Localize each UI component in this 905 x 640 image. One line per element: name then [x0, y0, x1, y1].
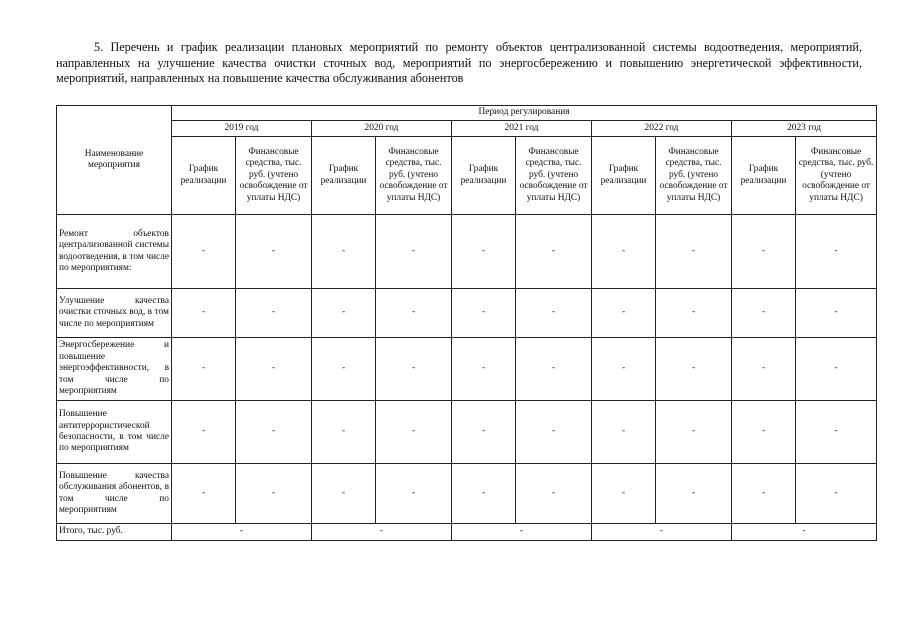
table-row — [57, 289, 877, 338]
total-value: - — [452, 524, 592, 541]
activity-name: Энергосбережение и повышение энергоэффективности, в том числе по мероприятиям — [57, 338, 172, 401]
schedule-cell: - — [312, 215, 376, 289]
total-value: - — [312, 524, 452, 541]
table-row — [57, 401, 877, 464]
table-row — [57, 338, 877, 401]
schedule-cell: - — [312, 464, 376, 524]
finance-subheader: Финансовые средства, тыс. руб. (учтено освобождение от уплаты НДС) — [236, 137, 312, 215]
finance-cell: - — [516, 401, 592, 464]
year-header: 2020 год — [312, 121, 452, 137]
finance-cell: - — [516, 464, 592, 524]
finance-cell: - — [656, 338, 732, 401]
total-value: - — [172, 524, 312, 541]
finance-cell: - — [656, 289, 732, 338]
finance-cell: - — [656, 401, 732, 464]
year-header: 2019 год — [172, 121, 312, 137]
schedule-subheader: График реализации — [172, 137, 236, 215]
schedule-subheader: График реализации — [312, 137, 376, 215]
finance-cell: - — [236, 338, 312, 401]
finance-cell: - — [236, 289, 312, 338]
schedule-cell: - — [452, 215, 516, 289]
schedule-subheader: График реализации — [452, 137, 516, 215]
total-value: - — [732, 524, 877, 541]
schedule-cell: - — [732, 464, 796, 524]
schedule-cell: - — [452, 338, 516, 401]
name-column-header: Наименование мероприятия — [57, 106, 172, 215]
schedule-cell: - — [312, 338, 376, 401]
schedule-subheader: График реализации — [732, 137, 796, 215]
finance-subheader: Финансовые средства, тыс. руб. (учтено освобождение от уплаты НДС) — [516, 137, 592, 215]
schedule-cell: - — [172, 338, 236, 401]
activity-name: Улучшение качества очистки сточных вод, в том числе по мероприятиям — [57, 289, 172, 338]
finance-cell: - — [796, 338, 877, 401]
table-row — [57, 215, 877, 289]
schedule-cell: - — [592, 215, 656, 289]
finance-cell: - — [376, 338, 452, 401]
finance-cell: - — [236, 215, 312, 289]
period-header: Период регулирования — [172, 106, 877, 121]
finance-cell: - — [796, 289, 877, 338]
schedule-cell: - — [312, 401, 376, 464]
year-header: 2022 год — [592, 121, 732, 137]
finance-cell: - — [516, 289, 592, 338]
schedule-cell: - — [452, 401, 516, 464]
finance-subheader: Финансовые средства, тыс. руб. (учтено освобождение от уплаты НДС) — [656, 137, 732, 215]
schedule-cell: - — [172, 289, 236, 338]
schedule-cell: - — [592, 338, 656, 401]
total-value: - — [592, 524, 732, 541]
finance-cell: - — [516, 215, 592, 289]
plan-table-body — [57, 106, 877, 541]
schedule-cell: - — [172, 464, 236, 524]
schedule-subheader: График реализации — [592, 137, 656, 215]
total-row — [57, 524, 877, 541]
section-heading: 5. Перечень и график реализации плановых мероприятий по ремонту объектов централизованной системы водоотведения, мероприятий, направленных на улучшение качества очистки сточных вод, мероприятий по энергосбережению и повышению энергетической эффективности, мероприятий, направленных на повышение качества обслуживания абонентов — [56, 40, 862, 85]
schedule-cell: - — [732, 338, 796, 401]
activity-name: Ремонт объектов централизованной системы водоотведения, в том числе по мероприятиям: — [57, 215, 172, 289]
schedule-cell: - — [732, 289, 796, 338]
finance-cell: - — [656, 215, 732, 289]
table-row — [57, 464, 877, 524]
finance-subheader: Финансовые средства, тыс. руб. (учтено освобождение от уплаты НДС) — [376, 137, 452, 215]
schedule-cell: - — [732, 401, 796, 464]
finance-cell: - — [516, 338, 592, 401]
activity-name: Повышение антитеррористической безопасности, в том числе по мероприятиям — [57, 401, 172, 464]
schedule-cell: - — [172, 401, 236, 464]
schedule-cell: - — [592, 401, 656, 464]
finance-cell: - — [796, 464, 877, 524]
finance-cell: - — [796, 215, 877, 289]
schedule-cell: - — [312, 289, 376, 338]
finance-cell: - — [656, 464, 732, 524]
finance-cell: - — [376, 464, 452, 524]
finance-subheader: Финансовые средства, тыс. руб. (учтено освобождение от уплаты НДС) — [796, 137, 877, 215]
finance-cell: - — [376, 289, 452, 338]
schedule-cell: - — [172, 215, 236, 289]
total-label: Итого, тыс. руб. — [57, 524, 172, 541]
schedule-cell: - — [592, 289, 656, 338]
schedule-cell: - — [452, 289, 516, 338]
year-header: 2023 год — [732, 121, 877, 137]
finance-cell: - — [376, 215, 452, 289]
finance-cell: - — [236, 401, 312, 464]
plan-table — [56, 105, 877, 541]
schedule-cell: - — [732, 215, 796, 289]
year-header: 2021 год — [452, 121, 592, 137]
finance-cell: - — [236, 464, 312, 524]
activity-name: Повышение качества обслуживания абонентов, в том числе по мероприятиям — [57, 464, 172, 524]
schedule-cell: - — [592, 464, 656, 524]
finance-cell: - — [376, 401, 452, 464]
schedule-cell: - — [452, 464, 516, 524]
finance-cell: - — [796, 401, 877, 464]
